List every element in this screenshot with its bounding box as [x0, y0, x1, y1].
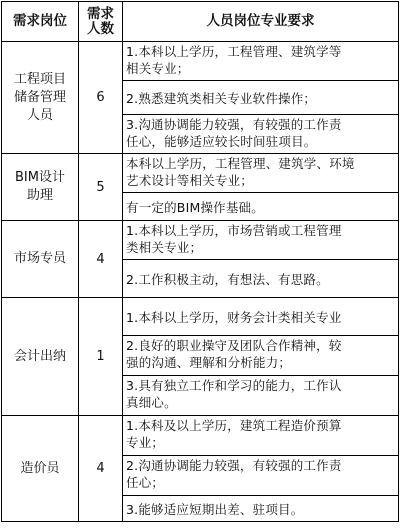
- count-cell: 4: [79, 221, 123, 298]
- count-cell: 6: [79, 42, 123, 154]
- position-cell: [2, 221, 79, 298]
- requirement-cell: [123, 81, 399, 115]
- requirement-cell: [123, 42, 399, 81]
- count-cell: 1: [79, 298, 123, 416]
- requirement-line: 3.具有独立工作和学习的能力，工作认: [126, 378, 342, 393]
- requirement-line: 本科以上学历，工程管理、建筑学、环境: [126, 156, 355, 171]
- table-row: [2, 221, 399, 260]
- requirement-line: 有一定的BIM操作基础。: [126, 199, 264, 215]
- header-count: [79, 2, 123, 42]
- header-count-line: 人数: [87, 20, 114, 37]
- position-line: 助理: [26, 188, 53, 203]
- requirement-line: 1.本科及以上学历，建筑工程造价预算: [126, 418, 342, 433]
- requirement-line: 2.工作积极主动，有想法、有思路。: [126, 271, 329, 287]
- count-cell: 4: [79, 416, 123, 522]
- position-cell: [2, 298, 79, 416]
- requirement-cell: [123, 193, 399, 221]
- requirement-cell: [123, 154, 399, 193]
- position-cell: [2, 416, 79, 522]
- position-line: 造价员: [20, 460, 60, 476]
- requirement-line: 2.良好的职业操守及团队合作精神，较: [126, 338, 342, 353]
- requirement-line: 3.沟通协调能力较强，有较强的工作责: [126, 117, 342, 132]
- requirement-line: 1.本科以上学历，工程管理、建筑学等: [126, 44, 342, 59]
- requirement-line: 3.能够适应短期出差、驻项目。: [126, 501, 304, 517]
- position-line: 市场专员: [13, 251, 66, 266]
- header-requirements: 人员岗位专业要求: [123, 2, 399, 42]
- header-position: 需求岗位: [2, 2, 79, 42]
- position-line: 储备管理: [13, 89, 66, 105]
- requirement-line: 专业；: [126, 435, 165, 450]
- table-row: [2, 154, 399, 193]
- count-cell: 5: [79, 154, 123, 221]
- position-line: 会计出纳: [13, 348, 66, 364]
- requirement-line: 真细心。: [126, 395, 177, 410]
- table-row: [2, 42, 399, 81]
- table-row: [2, 416, 399, 456]
- recruitment-requirements-table: [1, 1, 399, 522]
- requirement-line: 1.本科以上学历，财务会计类相关专业: [126, 309, 342, 325]
- requirement-line: 任心；: [126, 475, 165, 490]
- requirement-cell: [123, 115, 399, 154]
- requirement-line: 艺术设计等相关专业；: [126, 173, 254, 188]
- requirement-cell: [123, 298, 399, 336]
- requirement-cell: [123, 456, 399, 496]
- requirement-line: 1.本科以上学历，市场营销或工程管理: [126, 223, 342, 238]
- requirement-cell: [123, 260, 399, 298]
- requirement-line: 强的沟通、理解和分析能力；: [126, 355, 292, 370]
- position-cell: [2, 154, 79, 221]
- header-count-line: 需求: [87, 5, 114, 22]
- requirement-line: 相关专业；: [126, 61, 190, 76]
- position-line: BIM设计: [15, 170, 65, 185]
- requirement-cell: [123, 496, 399, 522]
- requirement-cell: [123, 416, 399, 456]
- position-line: 人员: [26, 107, 53, 123]
- requirement-cell: [123, 376, 399, 416]
- header-row: [2, 2, 399, 42]
- requirement-cell: [123, 221, 399, 260]
- requirement-line: 2.沟通协调能力较强，有较强的工作责: [126, 458, 342, 473]
- requirement-line: 类相关专业；: [126, 240, 203, 255]
- position-cell: [2, 42, 79, 154]
- position-line: 工程项目: [13, 71, 66, 87]
- requirement-line: 2.熟悉建筑类相关专业软件操作；: [126, 90, 317, 106]
- table-row: [2, 298, 399, 336]
- requirement-line: 任心，能够适应较长时间驻项目。: [126, 134, 317, 149]
- requirement-cell: [123, 336, 399, 376]
